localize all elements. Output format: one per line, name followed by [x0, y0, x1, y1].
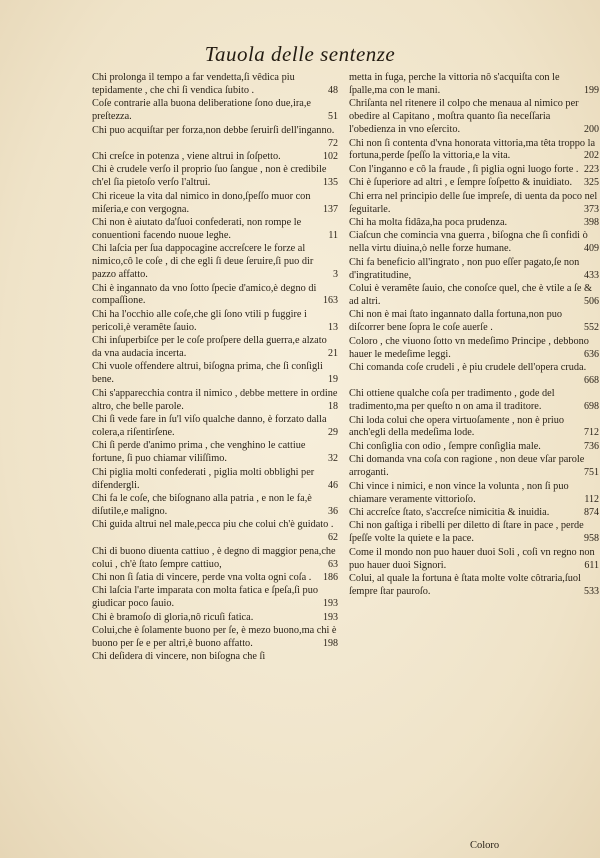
entry-text: Chi non ſi ſatia di vincere, perde vna volta ogni coſa . [92, 571, 312, 583]
sentence-entry [349, 217, 599, 230]
entry-text: Ciaſcun che comincia vna guerra , biſogna che ſi confidi ò nella virtu diuina,ò nelle forze humane. [349, 230, 588, 255]
entry-page-number: 13 [328, 321, 338, 333]
entry-page-number: 135 [323, 177, 338, 189]
entry-page-number: 199 [584, 84, 599, 96]
sentence-entry [349, 441, 599, 454]
sentence-entry [349, 138, 599, 164]
sentence-entry [92, 572, 338, 585]
entry-page-number: 29 [328, 426, 338, 438]
entry-page-number: 533 [584, 585, 599, 597]
sentence-entry [349, 507, 599, 520]
catchword: Coloro [470, 840, 500, 851]
entry-page-number: 11 [328, 229, 338, 241]
entry-page-number: 611 [584, 559, 599, 571]
entry-page-number: 18 [328, 400, 338, 412]
entry-text: Chi ottiene qualche coſa per tradimento , gode del tradimento,ma per queſto n on ama il traditore. [349, 388, 555, 413]
entry-text: Chi ſi perde d'animo prima , che venghino le cattiue fortune, ſi puo chiamar viliſſimo. [92, 440, 306, 465]
sentence-entry [349, 98, 599, 137]
entry-text: Chi di buono diuenta cattiuo , è degno di maggior pena,che colui , ch'è ſtato ſempre cattiuo, [92, 545, 336, 570]
entry-text: Chi non ſi contenta d'vna honorata vittoria,ma têta troppo la fortuna,perde ſpeſſo la vittoria,e la vita. [349, 137, 596, 162]
sentence-entry [349, 336, 599, 362]
sentence-entry [92, 98, 338, 124]
entry-text: Chi comanda coſe crudeli , è piu crudele dell'opera cruda. [349, 361, 587, 373]
entry-text: Chriſanta nel ritenere il colpo che menaua al nimico per obedire al Capitano , moſtra quanto ſia neceſſaria l'obedienza in vno eſercito. [349, 98, 579, 136]
sentence-entry [92, 125, 338, 151]
entry-page-number: 36 [328, 505, 338, 517]
entry-page-number: 193 [323, 598, 338, 610]
entry-page-number: 200 [584, 124, 599, 136]
entry-text: Chi deſidera di vincere, non biſogna che ſi [92, 651, 266, 663]
entry-text: Chi loda colui che opera virtuoſamente , non è priuo anch'egli della medeſima lode. [349, 414, 565, 439]
entry-text: Chi fa beneficio all'ingrato , non puo eſſer pagato,ſe non d'ingratitudine, [349, 256, 580, 281]
sentence-entry [349, 164, 599, 177]
sentence-entry [92, 72, 338, 98]
entry-text: Chi è bramoſo di gloria,nô ricuſi fatica. [92, 611, 254, 623]
sentence-entry [92, 651, 338, 664]
entry-page-number: 186 [323, 571, 338, 583]
entry-text: Colui è veramête ſauio, che conoſce quel, che è vtile a ſe & ad altri. [349, 283, 593, 307]
sentence-entry [349, 177, 599, 190]
entry-text: Chi ha molta fidâza,ha poca prudenza. [349, 216, 508, 228]
sentence-entry [349, 547, 599, 573]
entry-page-number: 698 [584, 401, 599, 413]
sentence-entry [349, 454, 599, 480]
entry-page-number: 736 [584, 440, 599, 452]
sentence-entry [92, 309, 338, 335]
entry-text: Con l'inganno e cô la fraude , ſi piglia ogni luogo forte . [349, 163, 579, 175]
sentence-entry [349, 283, 599, 309]
entry-text: Chi s'apparecchia contra il nimico , debbe mettere in ordine altro, che belle parole. [92, 387, 338, 412]
entry-text: Chi erra nel principio delle ſue impreſe, di uenta da poco nel ſeguitarle. [349, 190, 598, 215]
entry-text: Chi inſuperbiſce per le coſe proſpere della guerra,e alzato da vna audacia incerta. [92, 335, 327, 360]
sentence-entry [349, 520, 599, 546]
sentence-entry [349, 573, 599, 599]
sentence-entry [92, 151, 338, 164]
entry-text: Chi piglia molti confederati , piglia molti obblighi per difendergli. [92, 466, 315, 491]
entry-text: Chi è crudele verſo il proprio ſuo ſangue , non è credibile ch'el ſia pietoſo verſo l'altrui. [92, 164, 327, 189]
sentence-entry [349, 415, 599, 441]
sentence-entry [92, 467, 338, 493]
entry-page-number: 19 [328, 374, 338, 386]
entry-page-number: 137 [323, 203, 338, 215]
sentence-entry [92, 440, 338, 466]
sentence-entry [349, 388, 599, 414]
entry-page-number: 668 [584, 374, 599, 386]
entry-page-number: 32 [328, 453, 338, 465]
page-header: Tauola delle sentenze [204, 42, 396, 66]
sentence-entry [349, 257, 599, 283]
entry-text: Chi ſi vede fare in ſu'l viſo qualche danno, è forzato dalla colera,a riſentirſene. [92, 414, 327, 438]
entry-page-number: 51 [328, 111, 338, 123]
entry-text: Chi guida altrui nel male,pecca piu che colui ch'è guidato . [92, 519, 334, 531]
sentence-entry [349, 191, 599, 217]
sentence-entry [92, 217, 338, 243]
entry-page-number: 21 [328, 348, 338, 360]
entry-page-number: 202 [584, 150, 599, 162]
sentence-entry [92, 335, 338, 361]
sentence-entry [92, 414, 338, 440]
entry-page-number: 325 [584, 177, 599, 189]
entry-page-number: 409 [584, 243, 599, 255]
sentence-entry [92, 283, 338, 309]
entry-page-number: 62 [328, 532, 338, 544]
entry-text: Chi fa le coſe, che biſognano alla patria , e non le fa,è diſutile,e maligno. [92, 493, 312, 517]
entry-page-number: 712 [584, 427, 599, 439]
entry-page-number: 46 [328, 479, 338, 491]
sentence-entry [92, 625, 338, 651]
sentence-entry [349, 362, 599, 388]
entry-page-number: 63 [328, 558, 338, 570]
entry-page-number: 102 [323, 150, 338, 162]
entry-text: Come il mondo non puo hauer duoi Soli , coſi vn regno non puo hauer duoi Signori. [349, 546, 595, 571]
sentence-entry [92, 191, 338, 217]
entry-page-number: 636 [584, 348, 599, 360]
entry-text: metta in fuga, perche la vittoria nô s'acquiſta con le ſpalle,ma con le mani. [349, 72, 560, 96]
entry-page-number: 223 [584, 163, 599, 175]
entry-text: Chi vuole offendere altrui, biſogna prima, che ſi conſigli bene. [92, 361, 323, 386]
entry-text: Chi vince i nimici, e non vince la volunta , non ſi puo chiamare veramente vittorioſo. [349, 480, 569, 505]
entry-page-number: 3 [333, 269, 338, 281]
entry-text: Chi laſcia l'arte imparata con molta fatica e ſpeſa,ſi puo giudicar poco ſauio. [92, 585, 319, 610]
entry-text: Chi non è aiutato da'ſuoi confederati, non rompe le conuentioni facendo nuoue leghe. [92, 216, 302, 241]
entry-text: Chi conſiglia con odio , ſempre conſiglia male. [349, 440, 541, 452]
left-column [92, 72, 338, 665]
entry-page-number: 72 [328, 137, 338, 149]
entry-text: Chi non è mai ſtato ingannato dalla fortuna,non puo diſcorrer bene ſopra le coſe auerſe . [349, 309, 563, 334]
sentence-entry [92, 546, 338, 572]
entry-text: Chi ha l'occhio alle coſe,che gli ſono vtili p fuggire i pericoli,è veramête ſauio. [92, 308, 307, 333]
entry-text: Chi non gaſtiga i ribelli per diletto di ſtare in pace , perde ſpeſſe volte la quiete e la pace. [349, 520, 584, 545]
sentence-entry [92, 164, 338, 190]
entry-page-number: 874 [584, 506, 599, 518]
entry-page-number: 958 [584, 533, 599, 545]
right-column [349, 72, 599, 599]
entry-text: Chi accreſce ſtato, s'accreſce nimicitia & inuidia. [349, 506, 550, 518]
entry-page-number: 198 [323, 637, 338, 649]
entry-page-number: 193 [323, 611, 338, 623]
entry-text: Chi creſce in potenza , viene altrui in ſoſpetto. [92, 150, 281, 162]
sentence-entry [92, 519, 338, 545]
entry-text: Chi laſcia per ſua dappocagine accreſcere le forze al nimico,cô le coſe , di che egli ſi deue ſeruire,ſi puo dir pazzo affatto. [92, 243, 314, 281]
entry-page-number: 398 [584, 216, 599, 228]
sentence-entry [92, 493, 338, 519]
entry-text: Chi prolonga il tempo a far vendetta,ſi vêdica piu tepidamente , che chi ſi vendica ſubito . [92, 72, 295, 96]
entry-page-number: 506 [584, 295, 599, 307]
entry-text: Chi domanda vna coſa con ragione , non deue vſar parole arroganti. [349, 454, 585, 479]
entry-page-number: 48 [328, 84, 338, 96]
sentence-entry [92, 585, 338, 611]
entry-page-number: 433 [584, 269, 599, 281]
sentence-entry [92, 361, 338, 387]
entry-text: Colui, al quale la fortuna è ſtata molte volte côtraria,ſuol ſempre ſtar pauroſo. [349, 572, 581, 597]
entry-page-number: 552 [584, 322, 599, 334]
entry-text: Chi è ſuperiore ad altri , e ſempre ſoſpetto & inuidiato. [349, 177, 573, 189]
entry-page-number: 373 [584, 203, 599, 215]
entry-text: Coſe contrarie alla buona deliberatione ſono due,ira,e preſtezza. [92, 98, 312, 123]
entry-text: Chi puo acquiſtar per forza,non debbe ſeruirſi dell'inganno. [92, 124, 335, 136]
entry-page-number: 112 [584, 493, 599, 505]
entry-text: Chi riceue la vita dal nimico in dono,ſpeſſo muor con miſeria,e con vergogna. [92, 190, 311, 215]
sentence-entry [92, 612, 338, 625]
sentence-entry [349, 481, 599, 507]
sentence-entry [349, 230, 599, 256]
entry-text: Colui,che è ſolamente buono per ſe, è mezo buono,ma chi è buono per ſe e per altri,è buono affatto. [92, 625, 337, 649]
sentence-entry [349, 309, 599, 335]
entry-page-number: 751 [584, 467, 599, 479]
entry-text: Chi è ingannato da vno ſotto ſpecie d'amico,è degno di compaſſione. [92, 282, 317, 307]
sentence-entry [92, 243, 338, 282]
entry-page-number: 163 [323, 295, 338, 307]
entry-text: Coloro , che viuono ſotto vn medeſimo Principe , debbono hauer le medeſime leggi. [349, 335, 589, 360]
sentence-entry [349, 72, 599, 98]
sentence-entry [92, 388, 338, 414]
